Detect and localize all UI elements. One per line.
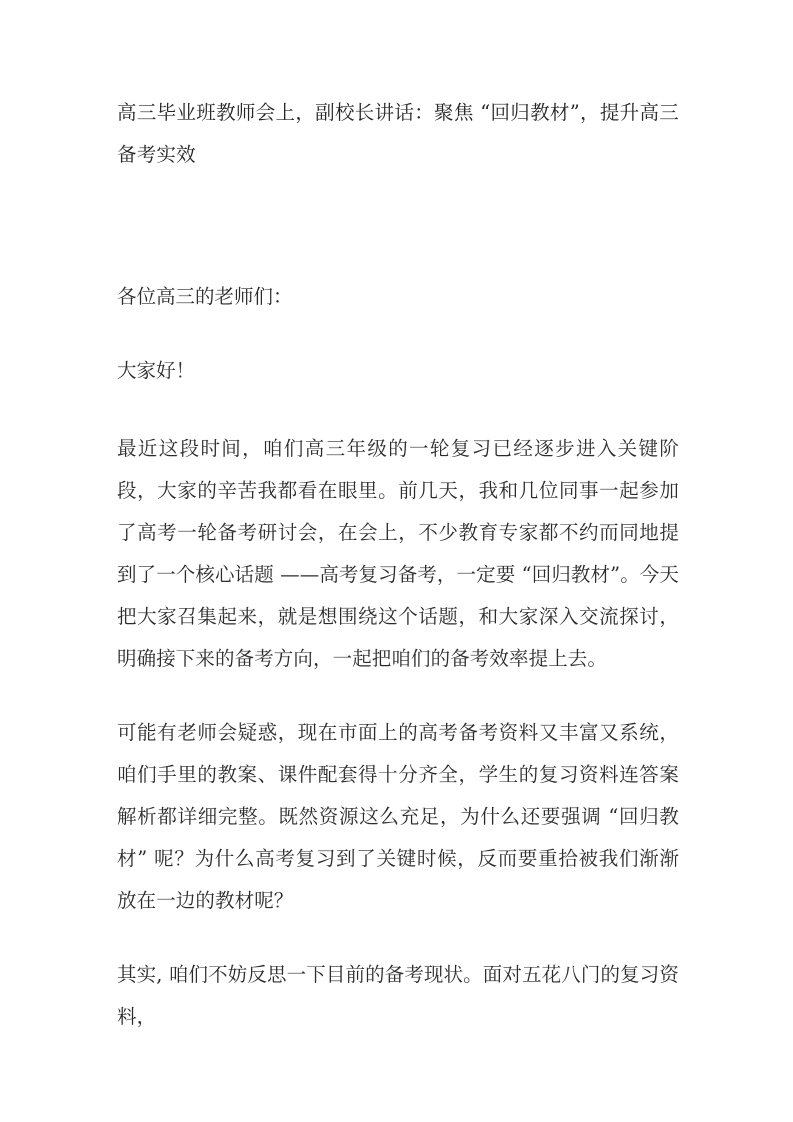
greeting-gap	[117, 392, 679, 428]
title-body-spacer	[117, 176, 679, 276]
body-paragraph-2: 可能有老师会疑惑，现在市面上的高考备考资料又丰富又系统，咱们手里的教案、课件配套得十分齐全，学生的复习资料连答案解析都详细完整。既然资源这么充足，为什么还要强调 “回归教材” 呢？为什么高考复习到了关键时候，反而要重拾被我们渐渐放在一边的教材呢？	[117, 721, 679, 912]
greeting-line: 大家好！	[117, 359, 196, 382]
salutation-line: 各位高三的老师们：	[117, 285, 293, 308]
paragraph-gap-2	[117, 922, 679, 954]
document-content	[117, 92, 679, 1038]
body-paragraph-3: 其实, 咱们不妨反思一下目前的备考现状。面对五花八门的复习资料，	[117, 963, 679, 1028]
body-paragraph-1: 最近这段时间，咱们高三年级的一轮复习已经逐步进入关键阶段，大家的辛苦我都看在眼里。前几天，我和几位同事一起参加了高考一轮备考研讨会，在会上，不少教育专家都不约而同地提到了一个核心话题 ——高考复习备考，一定要 “回归教材”。今天把大家召集起来，就是想围绕这个话题，和大家深入交流探讨，明确接下来的备考方向，一起把咱们的备考效率提上去。	[117, 437, 679, 670]
paragraph-gap-1	[117, 680, 679, 712]
salutation-gap	[117, 318, 679, 350]
document-title: 高三毕业班教师会上，副校长讲话：聚焦 “回归教材”，提升高三备考实效	[117, 101, 679, 166]
